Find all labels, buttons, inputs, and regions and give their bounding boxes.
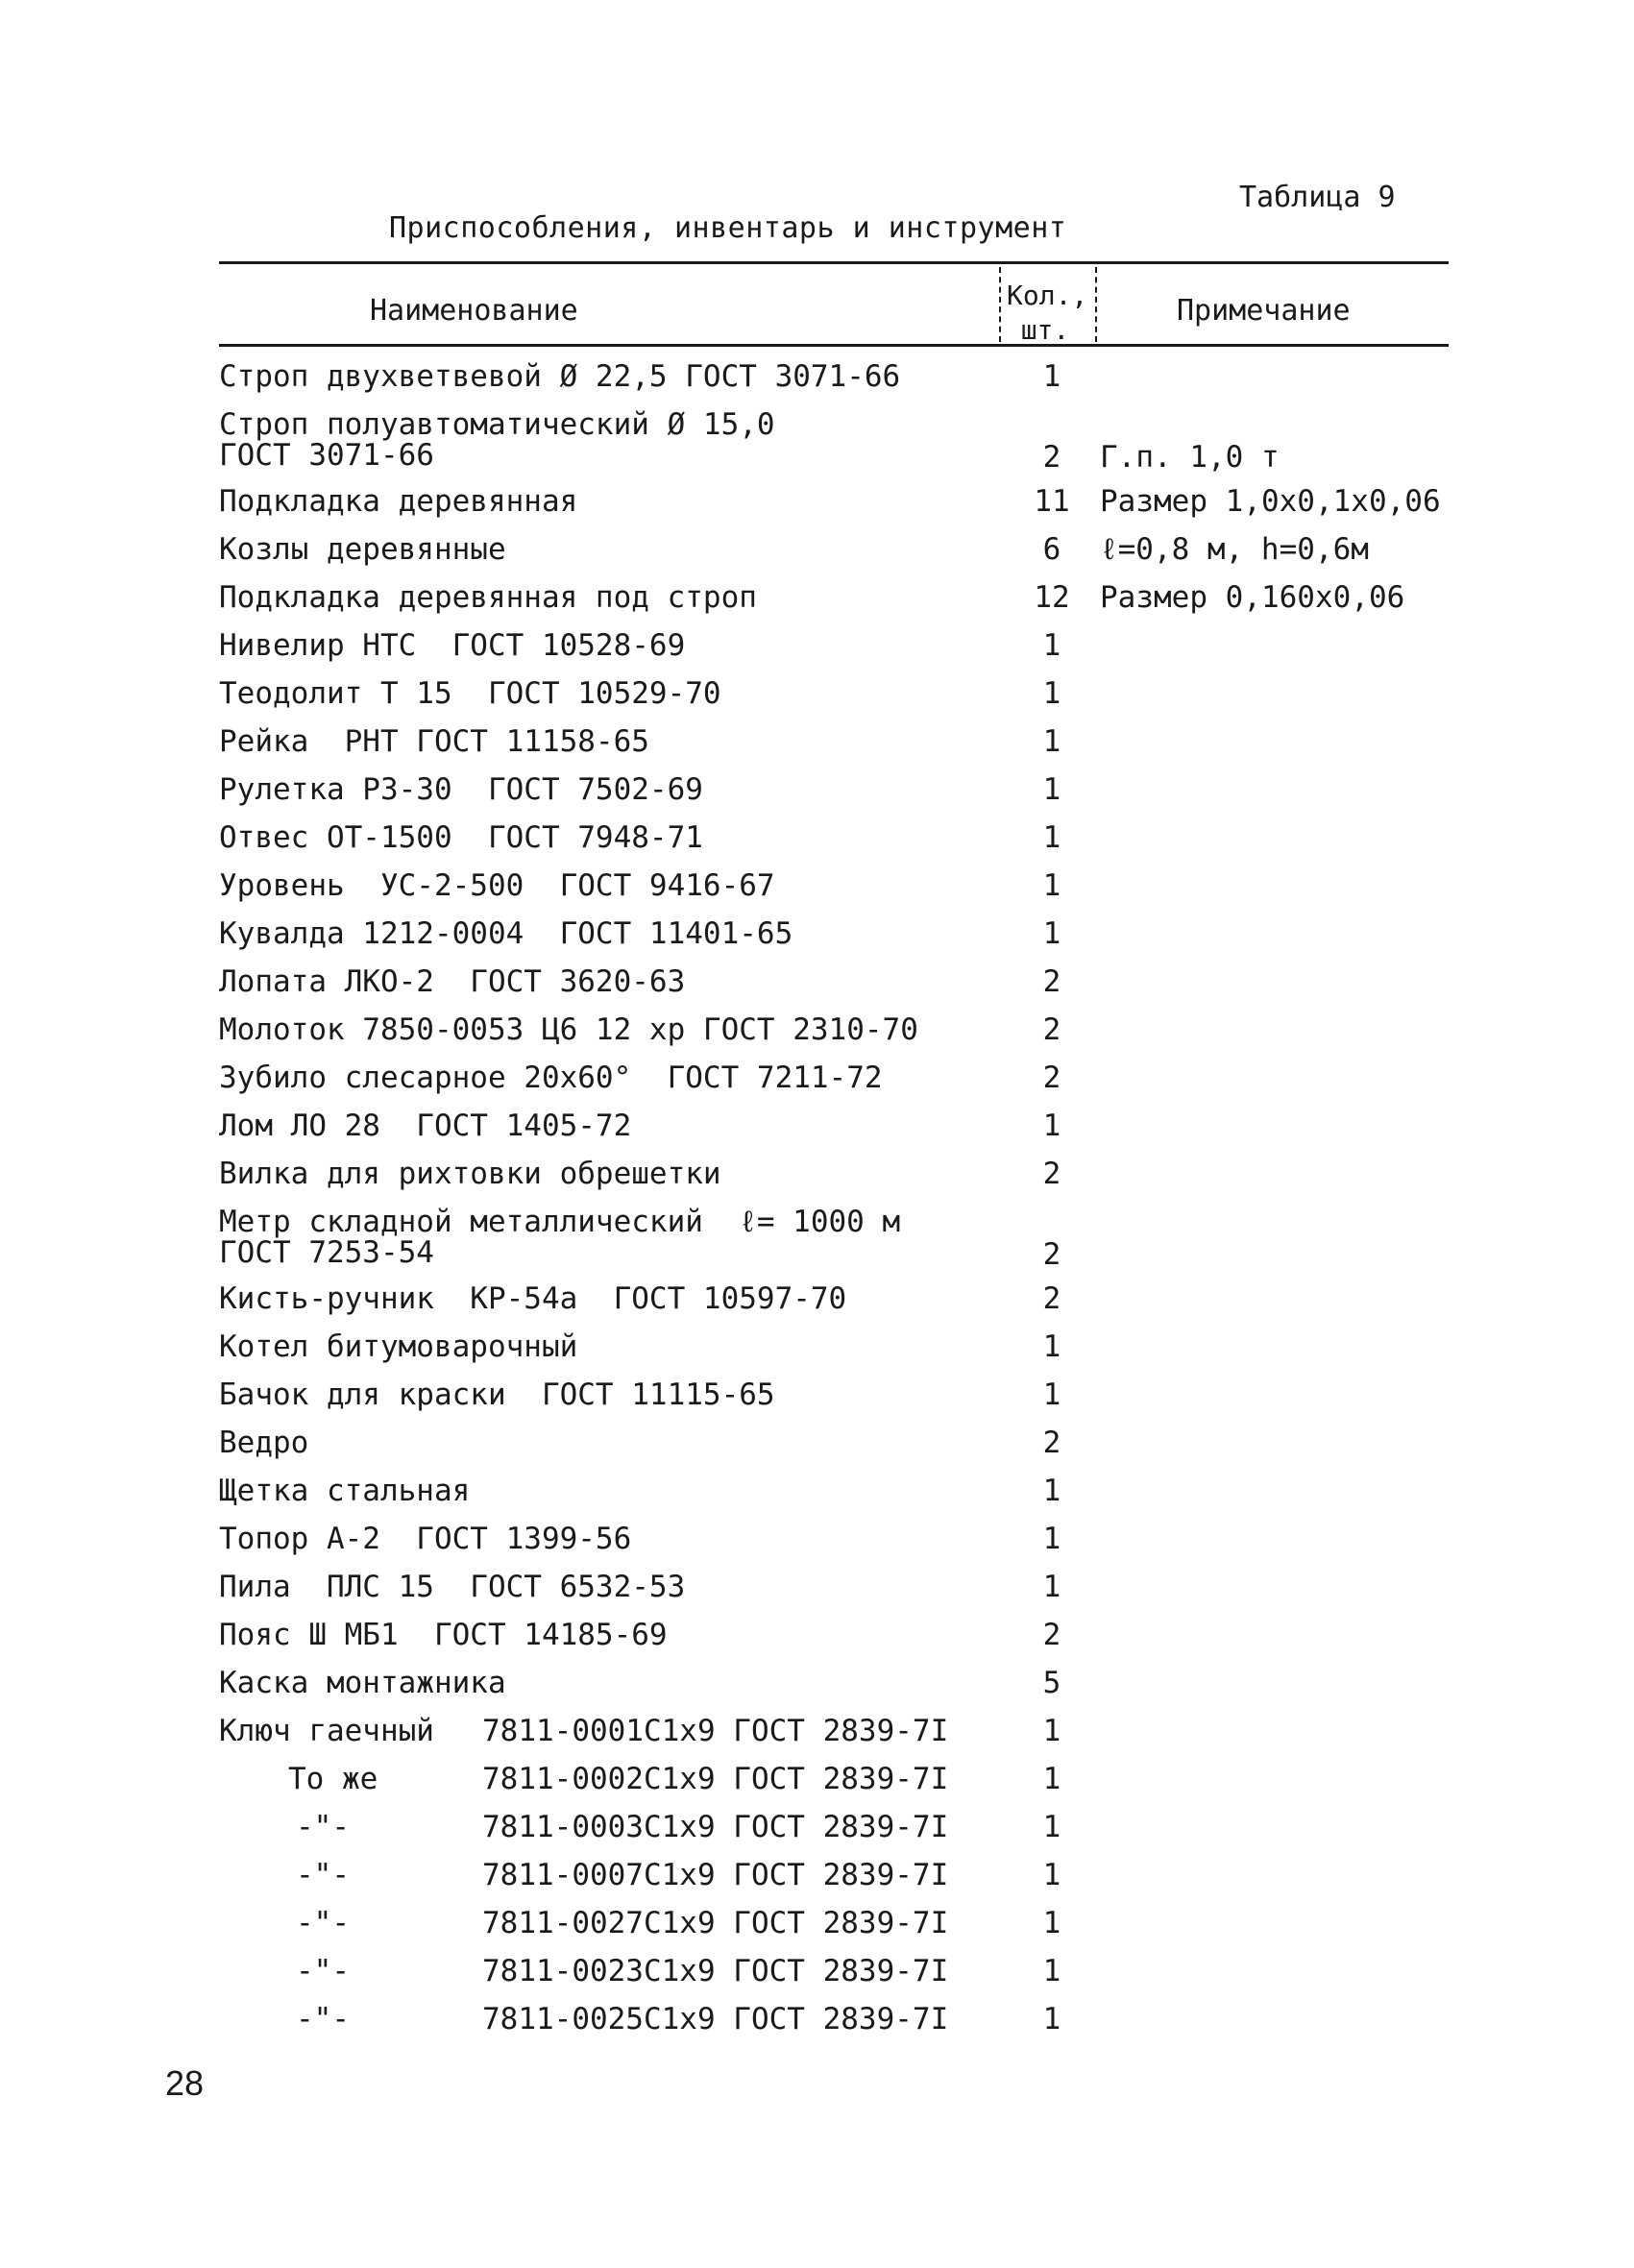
column-header-qty-line1: Кол., (1007, 280, 1088, 311)
column-header-qty (1007, 279, 1088, 348)
item-name (219, 917, 793, 950)
wrench-label: -"- (296, 1954, 350, 1988)
item-quantity: 2 (1042, 1281, 1061, 1316)
item-name-line: Кувалда 1212-0004 ГОСТ 11401-65 (219, 916, 793, 951)
item-name-line: Лопата ЛКО-2 ГОСТ 3620-63 (219, 964, 686, 999)
item-name (219, 1619, 668, 1651)
item-quantity: 1 (1042, 1378, 1061, 1412)
item-quantity: 1 (1042, 868, 1061, 903)
item-quantity: 1 (1042, 1474, 1061, 1508)
item-name-line: Щетка стальная (219, 1474, 471, 1508)
table-title: Приспособления, инвентарь и инструмент (389, 211, 1067, 245)
wrench-code: 7811-0023С1х9 ГОСТ 2839-7I (482, 1954, 949, 1988)
wrench-label: -"- (296, 1858, 350, 1892)
item-quantity: 2 (1042, 1237, 1061, 1272)
wrench-label: -"- (296, 2002, 350, 2036)
column-divider (1095, 267, 1097, 342)
item-quantity: 1 (1042, 772, 1061, 807)
item-quantity: 1 (1042, 820, 1061, 855)
item-name-line: Метр складной металлический ℓ= 1000 м (219, 1205, 901, 1239)
item-quantity: 5 (1042, 1666, 1061, 1700)
table-header-rule (219, 344, 1449, 347)
item-name-line: Вилка для рихтовки обрешетки (219, 1157, 721, 1191)
column-header-qty-line2: шт. (1020, 314, 1070, 346)
item-name-line: Зубило слесарное 20х60° ГОСТ 7211-72 (219, 1061, 883, 1095)
item-quantity: 1 (1042, 916, 1061, 951)
item-name (219, 1667, 506, 1699)
item-quantity: 11 (1034, 484, 1070, 519)
item-quantity: 1 (1042, 628, 1061, 663)
item-note: ℓ=0,8 м, h=0,6м (1100, 532, 1369, 567)
item-name (219, 1013, 918, 1046)
item-name (219, 1475, 470, 1507)
wrench-code: 7811-0001С1х9 ГОСТ 2839-7I (482, 1714, 949, 1748)
item-name (219, 1206, 900, 1269)
item-name (219, 581, 757, 614)
column-header-name: Наименование (370, 294, 578, 328)
item-name (219, 1571, 685, 1603)
item-name (219, 1110, 631, 1142)
item-name-line: Рулетка РЗ-30 ГОСТ 7502-69 (219, 772, 703, 807)
wrench-label: То же (288, 1762, 378, 1796)
column-divider (999, 267, 1001, 342)
wrench-label: -"- (296, 1906, 350, 1940)
wrench-code: 7811-0027С1х9 ГОСТ 2839-7I (482, 1906, 949, 1940)
item-name (219, 1523, 631, 1555)
item-name (219, 965, 685, 998)
item-name-line: Ведро (219, 1426, 309, 1460)
item-name-line: Теодолит Т 15 ГОСТ 10529-70 (219, 676, 721, 711)
item-quantity: 2 (1042, 1061, 1061, 1095)
item-name-line: Каска монтажника (219, 1666, 506, 1700)
item-name-line: Нивелир НТС ГОСТ 10528-69 (219, 628, 686, 663)
item-name (219, 725, 649, 758)
item-quantity: 12 (1034, 580, 1070, 615)
item-name-line: Подкладка деревянная (219, 484, 578, 519)
item-name (219, 821, 703, 854)
item-name (219, 1061, 883, 1094)
item-name-line: Рейка РНТ ГОСТ 11158-65 (219, 724, 649, 759)
wrench-code: 7811-0007С1х9 ГОСТ 2839-7I (482, 1858, 949, 1892)
item-quantity: 1 (1042, 359, 1061, 394)
item-quantity: 2 (1042, 1426, 1061, 1460)
item-note: Размер 0,160х0,06 (1100, 580, 1405, 615)
item-name (219, 485, 577, 518)
page-number: 28 (165, 2063, 205, 2103)
item-name-line: Пояс Ш МБ1 ГОСТ 14185-69 (219, 1618, 668, 1652)
item-name (219, 533, 506, 566)
item-quantity: 1 (1042, 1714, 1061, 1748)
item-name-line: Молоток 7850-0053 Ц6 12 хр ГОСТ 2310-70 (219, 1012, 918, 1047)
item-note: Г.п. 1,0 т (1100, 440, 1280, 475)
item-name-line: Строп двухветвевой Ø 22,5 ГОСТ 3071-66 (219, 359, 901, 394)
item-quantity: 2 (1042, 1012, 1061, 1047)
item-quantity: 1 (1042, 1858, 1061, 1892)
item-name-line: Топор А-2 ГОСТ 1399-56 (219, 1522, 632, 1556)
item-quantity: 1 (1042, 1522, 1061, 1556)
item-name (219, 1330, 577, 1363)
column-header-note: Примечание (1177, 294, 1351, 328)
item-quantity: 2 (1042, 1157, 1061, 1191)
wrench-code: 7811-0002С1х9 ГОСТ 2839-7I (482, 1762, 949, 1796)
item-name (219, 629, 685, 662)
item-name (219, 1427, 308, 1459)
item-name-line: Бачок для краски ГОСТ 11115-65 (219, 1378, 775, 1412)
item-quantity: 6 (1042, 532, 1061, 567)
item-name-line: Строп полуавтоматический Ø 15,0 (219, 407, 775, 442)
item-name (219, 1158, 721, 1190)
table-top-rule (219, 261, 1449, 264)
item-note: Размер 1,0х0,1х0,06 (1100, 484, 1441, 519)
item-quantity: 2 (1042, 440, 1061, 475)
wrench-code: 7811-0025С1х9 ГОСТ 2839-7I (482, 2002, 949, 2036)
item-name-line: Подкладка деревянная под строп (219, 580, 757, 615)
item-quantity: 1 (1042, 676, 1061, 711)
item-quantity: 1 (1042, 1329, 1061, 1364)
item-name-line: ГОСТ 3071-66 (219, 438, 434, 473)
item-name-line: Котел битумоварочный (219, 1329, 578, 1364)
item-name (219, 1378, 775, 1411)
item-name-line: Пила ПЛС 15 ГОСТ 6532-53 (219, 1570, 686, 1604)
wrench-label: -"- (296, 1810, 350, 1844)
item-quantity: 1 (1042, 1762, 1061, 1796)
item-quantity: 2 (1042, 964, 1061, 999)
item-quantity: 1 (1042, 1906, 1061, 1940)
item-name (219, 677, 721, 710)
wrench-code: 7811-0003С1х9 ГОСТ 2839-7I (482, 1810, 949, 1844)
table-number: Таблица 9 (1239, 181, 1396, 214)
item-name-line: Уровень УС-2-500 ГОСТ 9416-67 (219, 868, 775, 903)
item-quantity: 1 (1042, 1109, 1061, 1143)
item-name (219, 360, 900, 393)
item-name (219, 1282, 846, 1315)
item-name (219, 408, 775, 472)
item-quantity: 1 (1042, 1570, 1061, 1604)
item-quantity: 1 (1042, 724, 1061, 759)
item-name-line: Отвес ОТ-1500 ГОСТ 7948-71 (219, 820, 703, 855)
item-name-line: Козлы деревянные (219, 532, 506, 567)
item-quantity: 1 (1042, 1810, 1061, 1844)
item-name-line: Кисть-ручник КР-54а ГОСТ 10597-70 (219, 1281, 847, 1316)
item-quantity: 1 (1042, 2002, 1061, 2036)
item-name (219, 869, 775, 902)
item-name-line: Лом ЛО 28 ГОСТ 1405-72 (219, 1109, 632, 1143)
item-name-line: ГОСТ 7253-54 (219, 1235, 434, 1270)
item-quantity: 2 (1042, 1618, 1061, 1652)
item-name (219, 773, 703, 806)
item-quantity: 1 (1042, 1954, 1061, 1988)
wrench-label: Ключ гаечный (219, 1714, 434, 1748)
